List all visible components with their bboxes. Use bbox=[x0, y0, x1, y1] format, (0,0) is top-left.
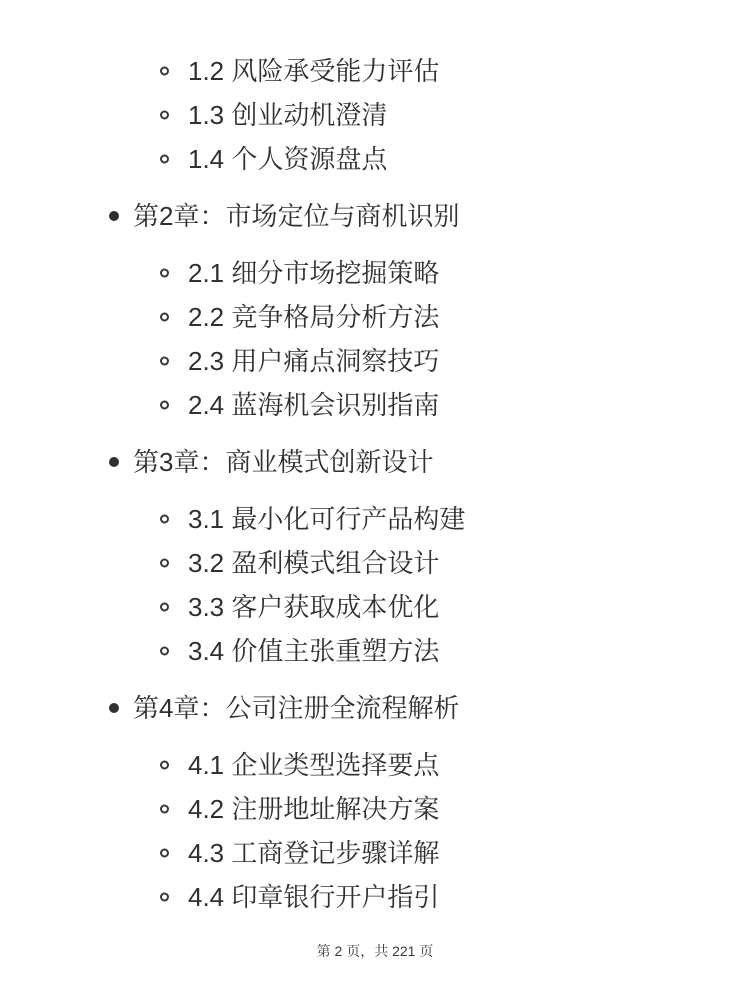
toc-item-label: 4.1 企业类型选择要点 bbox=[188, 750, 440, 780]
bullet-disc-icon bbox=[109, 703, 119, 713]
toc-item-label: 3.3 客户获取成本优化 bbox=[188, 592, 440, 622]
toc-item bbox=[160, 497, 710, 541]
toc-item bbox=[160, 875, 710, 919]
toc-item bbox=[160, 383, 710, 427]
toc-item-label: 1.2 风险承受能力评估 bbox=[188, 56, 440, 86]
chapter-heading bbox=[107, 194, 710, 238]
toc-item bbox=[160, 787, 710, 831]
bullet-disc-icon bbox=[109, 211, 119, 221]
toc-list bbox=[107, 49, 710, 919]
chapter-title: 第3章：商业模式创新设计 bbox=[133, 447, 434, 477]
chapter-heading bbox=[107, 440, 710, 484]
toc-item-label: 2.1 细分市场挖掘策略 bbox=[188, 258, 440, 288]
toc-item-label: 4.2 注册地址解决方案 bbox=[188, 794, 440, 824]
toc-item bbox=[160, 541, 710, 585]
toc-item bbox=[160, 137, 710, 181]
chapter-heading bbox=[107, 686, 710, 730]
bullet-circle-icon bbox=[160, 515, 169, 524]
toc-item bbox=[160, 585, 710, 629]
toc-item bbox=[160, 339, 710, 383]
toc-sublist-chapter3 bbox=[107, 497, 710, 673]
toc-item-label: 3.4 价值主张重塑方法 bbox=[188, 636, 440, 666]
toc-item bbox=[160, 251, 710, 295]
toc-item bbox=[160, 93, 710, 137]
page-number-text: 第 2 页，共 221 页 bbox=[316, 943, 434, 959]
bullet-circle-icon bbox=[160, 155, 169, 164]
bullet-circle-icon bbox=[160, 313, 169, 322]
toc-item-label: 1.3 创业动机澄清 bbox=[188, 100, 388, 130]
toc-section-chapter1-partial bbox=[107, 49, 710, 181]
bullet-circle-icon bbox=[160, 761, 169, 770]
toc-item-label: 1.4 个人资源盘点 bbox=[188, 144, 388, 174]
bullet-circle-icon bbox=[160, 893, 169, 902]
page-footer bbox=[0, 941, 750, 961]
toc-item-label: 3.2 盈利模式组合设计 bbox=[188, 548, 440, 578]
toc-item bbox=[160, 295, 710, 339]
toc-section-chapter2 bbox=[107, 194, 710, 427]
toc-item bbox=[160, 629, 710, 673]
toc-item-label: 2.2 竞争格局分析方法 bbox=[188, 302, 440, 332]
toc-sublist-chapter2 bbox=[107, 251, 710, 427]
toc-sublist-chapter1 bbox=[107, 49, 710, 181]
bullet-circle-icon bbox=[160, 647, 169, 656]
bullet-circle-icon bbox=[160, 269, 169, 278]
toc-item-label: 2.4 蓝海机会识别指南 bbox=[188, 390, 440, 420]
toc-section-chapter4 bbox=[107, 686, 710, 919]
bullet-circle-icon bbox=[160, 67, 169, 76]
toc-item-label: 2.3 用户痛点洞察技巧 bbox=[188, 346, 440, 376]
bullet-circle-icon bbox=[160, 401, 169, 410]
toc-section-chapter3 bbox=[107, 440, 710, 673]
chapter-title: 第2章：市场定位与商机识别 bbox=[133, 201, 460, 231]
bullet-circle-icon bbox=[160, 357, 169, 366]
bullet-circle-icon bbox=[160, 805, 169, 814]
toc-item bbox=[160, 49, 710, 93]
toc-sublist-chapter4 bbox=[107, 743, 710, 919]
toc-item-label: 4.3 工商登记步骤详解 bbox=[188, 838, 440, 868]
toc-item-label: 3.1 最小化可行产品构建 bbox=[188, 504, 466, 534]
bullet-circle-icon bbox=[160, 603, 169, 612]
bullet-disc-icon bbox=[109, 457, 119, 467]
chapter-title: 第4章：公司注册全流程解析 bbox=[133, 693, 460, 723]
bullet-circle-icon bbox=[160, 111, 169, 120]
bullet-circle-icon bbox=[160, 559, 169, 568]
toc-item bbox=[160, 743, 710, 787]
toc-item-label: 4.4 印章银行开户指引 bbox=[188, 882, 440, 912]
toc-item bbox=[160, 831, 710, 875]
bullet-circle-icon bbox=[160, 849, 169, 858]
